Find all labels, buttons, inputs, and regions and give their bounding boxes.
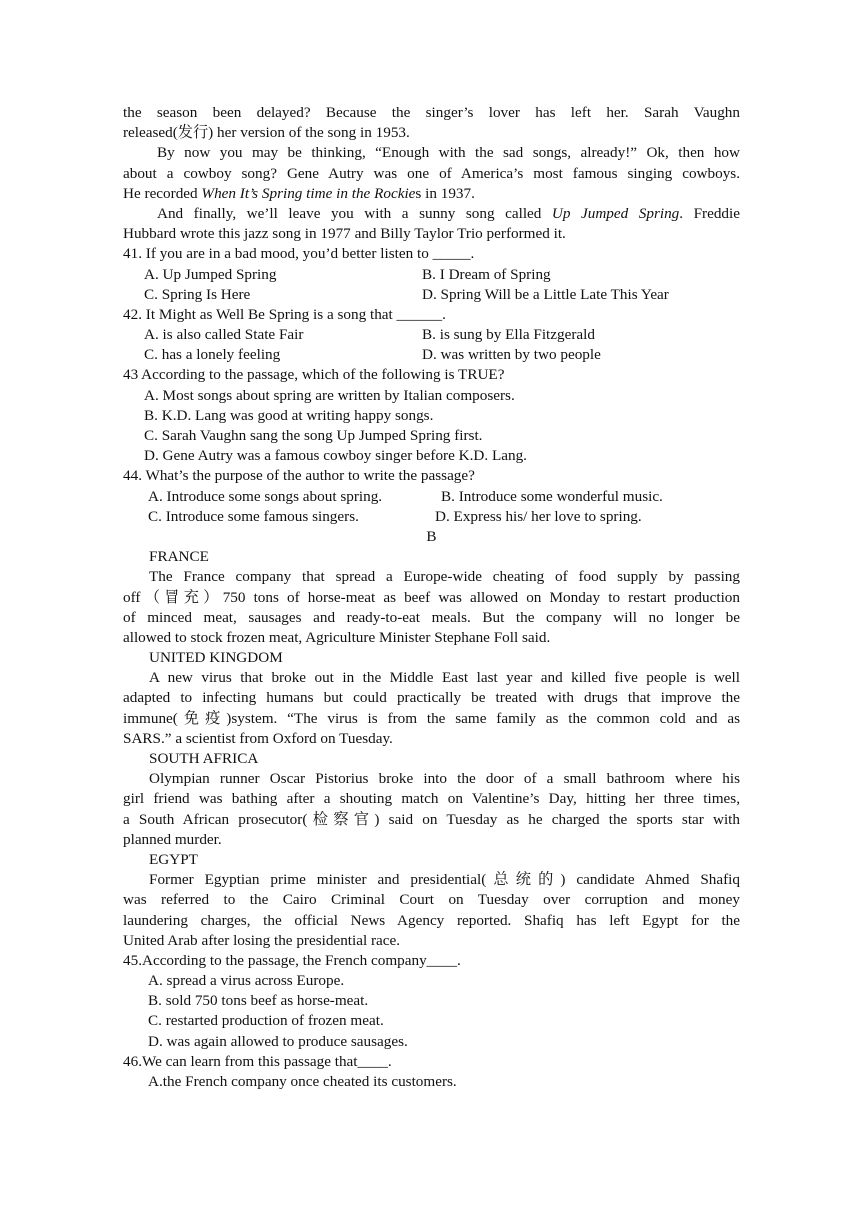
text-line: immune(免疫)system. “The virus is from the same family as the common cold and as: [123, 709, 740, 727]
news-paragraph-france: [123, 567, 740, 648]
text-run: He recorded: [123, 184, 202, 202]
news-paragraph-uk: [123, 668, 740, 749]
text-run: s in 1937.: [415, 184, 475, 202]
option-b: B. sold 750 tons beef as horse-meat.: [148, 992, 369, 1010]
song-title: Up Jumped Spring: [551, 204, 680, 222]
text-line: was referred to the Cairo Criminal Court on Tuesday over corruption and money: [123, 891, 740, 909]
option-c: C. Spring Is Here: [144, 285, 251, 303]
text-line: the season been delayed? Because the singer’s lover has left her. Sarah Vaughn: [123, 104, 740, 121]
news-heading-egypt: EGYPT: [149, 850, 198, 868]
news-heading-france: FRANCE: [149, 548, 209, 566]
option-row: [123, 487, 740, 507]
news-paragraph-egypt: [123, 870, 740, 951]
option-a: A. is also called State Fair: [144, 326, 304, 344]
passage-paragraph: [123, 143, 740, 204]
text-line: Hubbard wrote this jazz song in 1977 and Billy Taylor Trio performed it.: [123, 225, 566, 243]
text-line: United Arab after losing the presidential race.: [123, 931, 401, 949]
option-row: [123, 345, 740, 365]
option-d: D. was written by two people: [422, 346, 601, 364]
text-line: A new virus that broke out in the Middle East last year and killed five people is well: [149, 669, 740, 687]
option-row: [123, 325, 740, 345]
news-paragraph-south-africa: [123, 769, 740, 850]
text-line: adapted to infecting humans but could practically be treated with drugs that improve the: [123, 689, 740, 707]
text-line: of minced meat, sausages and ready-to-eat meals. But the company will no longer be: [123, 608, 740, 626]
text-line: Olympian runner Oscar Pistorius broke into the door of a small bathroom where his: [149, 770, 740, 788]
option-c: C. restarted production of frozen meat.: [148, 1012, 384, 1030]
option-a: A. Up Jumped Spring: [144, 265, 277, 283]
option-d: D. Gene Autry was a famous cowboy singer before K.D. Lang.: [144, 447, 527, 465]
option-b: B. Introduce some wonderful music.: [441, 487, 663, 505]
text-line: allowed to stock frozen meat, Agriculture Minister Stephane Foll said.: [123, 628, 551, 646]
option-d: D. Express his/ her love to spring.: [435, 507, 642, 525]
text-line: girl friend was bathing after a shouting match on Valentine’s Day, hitting her three times,: [123, 790, 740, 808]
question-41: 41. If you are in a bad mood, you’d better listen to _____.: [123, 245, 475, 263]
option-row: [123, 265, 740, 285]
question-44: 44. What’s the purpose of the author to write the passage?: [123, 467, 475, 485]
option-b: B. I Dream of Spring: [422, 265, 551, 283]
option-d: D. Spring Will be a Little Late This Year: [422, 285, 669, 303]
news-heading-south-africa: SOUTH AFRICA: [149, 750, 259, 767]
text-run: And finally, we’ll leave you with a sunny song called: [157, 204, 552, 222]
text-line: Former Egyptian prime minister and presidential(总统的) candidate Ahmed Shafiq: [149, 871, 740, 889]
option-a: A. spread a virus across Europe.: [148, 972, 345, 990]
text-line: a South African prosecutor(检察官) said on Tuesday as he charged the sports star with: [123, 810, 740, 828]
option-c: C. has a lonely feeling: [144, 346, 281, 364]
question-45: 45.According to the passage, the French company____.: [123, 951, 461, 969]
text-line: about a cowboy song? Gene Autry was one of America’s most famous singing cowboys.: [123, 164, 740, 182]
text-line: By now you may be thinking, “Enough with the sad songs, already!” Ok, then how: [157, 144, 740, 162]
option-c: C. Introduce some famous singers.: [148, 507, 359, 525]
question-42: 42. It Might as Well Be Spring is a song that ______.: [123, 305, 446, 323]
text-line: The France company that spread a Europe-wide cheating of food supply by passing: [149, 568, 740, 586]
option-d: D. was again allowed to produce sausages.: [148, 1032, 408, 1050]
text-line: [123, 184, 740, 204]
question-46: 46.We can learn from this passage that____.: [123, 1052, 392, 1070]
text-line: off（冒充）750 tons of horse-meat as beef was allowed on Monday to restart production: [123, 588, 740, 606]
option-row: [123, 285, 740, 305]
option-b: B. K.D. Lang was good at writing happy songs.: [144, 406, 434, 424]
text-line: planned murder.: [123, 830, 222, 848]
text-line: SARS.” a scientist from Oxford on Tuesday.: [123, 729, 393, 747]
text-line: laundering charges, the official News Agency reported. Shafiq has left Egypt for the: [123, 911, 740, 929]
news-heading-uk: UNITED KINGDOM: [149, 649, 283, 667]
document-page: [123, 103, 740, 1092]
option-b: B. is sung by Ella Fitzgerald: [422, 326, 595, 344]
passage-paragraph: [123, 204, 740, 244]
text-line: [123, 204, 740, 224]
question-43: 43 According to the passage, which of the following is TRUE?: [123, 366, 505, 384]
song-title: When It’s Spring time in the Rockie: [201, 184, 416, 202]
option-c: C. Sarah Vaughn sang the song Up Jumped Spring first.: [144, 427, 483, 444]
text-run: . Freddie: [679, 204, 740, 222]
option-row: [123, 507, 740, 527]
text-line: released(发行) her version of the song in 1953.: [123, 124, 410, 142]
passage-paragraph: [123, 103, 740, 143]
section-b-label: B: [426, 527, 437, 545]
option-a: A.the French company once cheated its customers.: [148, 1073, 457, 1090]
option-a: A. Introduce some songs about spring.: [148, 487, 383, 505]
option-a: A. Most songs about spring are written by Italian composers.: [144, 386, 515, 404]
